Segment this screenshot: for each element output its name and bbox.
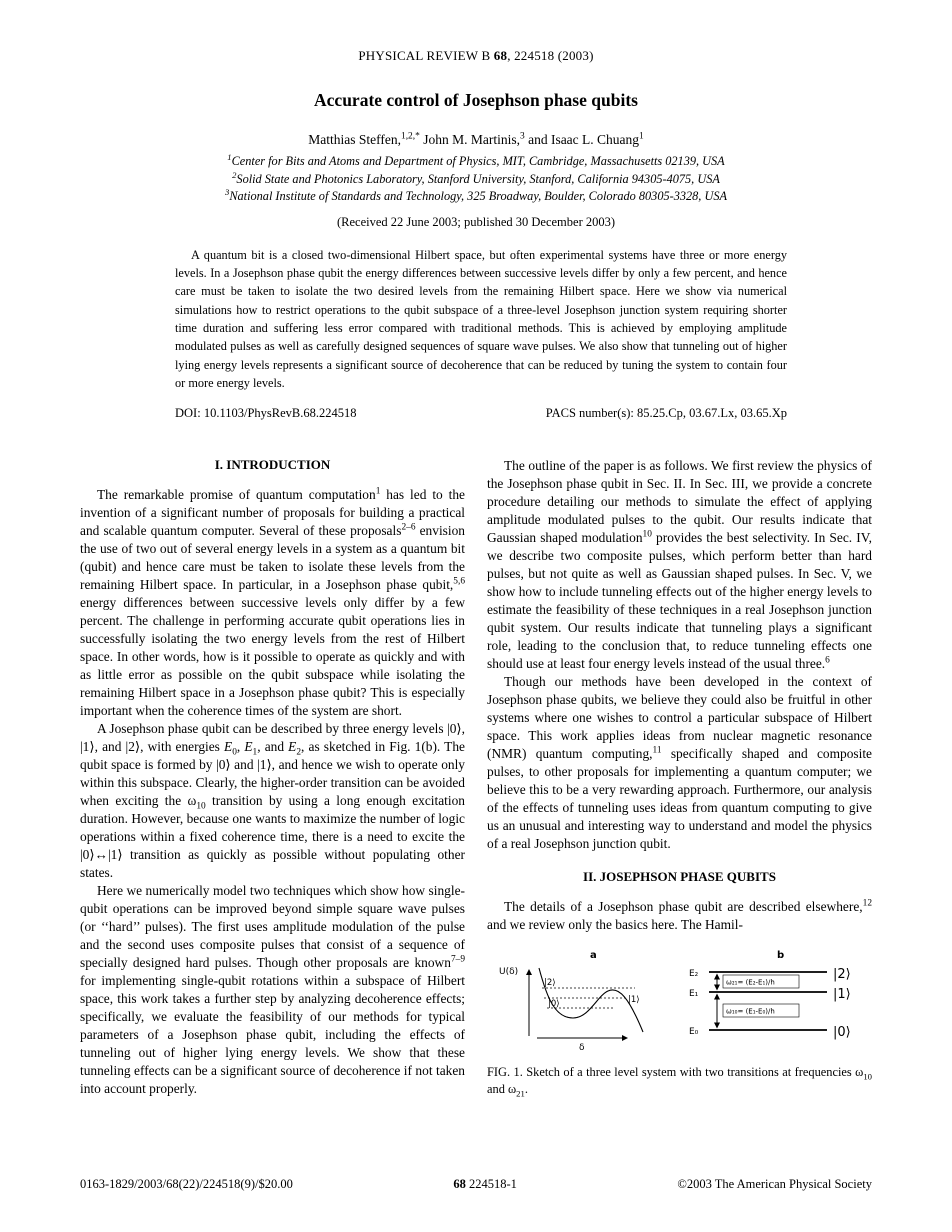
footer-copyright: ©2003 The American Physical Society bbox=[677, 1177, 872, 1191]
ket2-label: |2⟩ bbox=[833, 967, 851, 983]
panel-a-label: a bbox=[590, 950, 597, 962]
e2-label: E₂ bbox=[689, 969, 699, 980]
paragraph-intro-1: The remarkable promise of quantum computation$^1$ has led to the invention of a significant number of proposals for building a practical and scalable quantum computer. Several of these proposals$^{2-6}$ envision the use of two out of several energy levels in a system as a quantum bit (qubit) and hence care must be taken to isolate these levels from the remaining Hilbert space. In particular, in a Josephson phase qubit,$^{5,6}$ energy differences between successive levels only differ by a few percent. The challenge in performing accurate qubit operations lies in successfully isolating the two energy levels from the rest of Hilbert space. In other words, how is it possible to operate as quickly and with as little error as possible on the qubit subspace while isolating the remaining Hilbert space in a Josephson phase qubit? This is especially important when the coherence times of the system are short. bbox=[80, 486, 465, 719]
paragraph-intro-3: Here we numerically model two techniques which show how single-qubit operations can be improved beyond simple square wave pulses (or ‘‘hard’’ pulses). The first uses amplitude modulation of the pulse and the second uses composite pulses that consist of a sequence of specially designed hard pulses. Though other proposals are known$^{7-9}$ for implementing single-qubit rotations within a subspace of Hilbert space, this work takes a further step by analyzing decoherence effects; specifically, we evaluate the feasibility of our methods for typical parameters of a Josephson phase qubit, including the effects of tunneling out of higher lying energy levels. We show that these tunneling effects can be a significant source of decoherence if not taken into account properly. bbox=[80, 883, 465, 1097]
journal-header: PHYSICAL REVIEW B 68, 224518 (2003) bbox=[358, 48, 594, 63]
page-footer bbox=[80, 1177, 872, 1192]
e0-label: E₀ bbox=[689, 1027, 699, 1038]
paper-title: Accurate control of Josephson phase qubits bbox=[314, 90, 638, 110]
affiliation-1: $^1$Center for Bits and Atoms and Department of Physics, MIT, Cambridge, Massachusetts 02139, USA bbox=[227, 151, 725, 168]
paragraph-outline-2: Though our methods have been developed in the context of Josephson phase qubits, we believe they could also be fruitful in other systems where one wishes to control a particular subspace of Hilbert space. This work applies ideas from nuclear magnetic resonance (NMR) quantum computing,$^{11}$ specifically shaped and composite pulses, to other proposals for implementing a quantum computer; we believe this to be a very rewarding approach. Furthermore, our analysis of the effects of tunneling uses ideas from quantum computing to give us an unusual and interesting way to understand and model the physics of a real Josephson junction qubit. bbox=[487, 674, 873, 852]
potential-axis-label: U(δ) bbox=[499, 967, 519, 978]
two-column-body bbox=[80, 457, 872, 1098]
section-heading-introduction: I. INTRODUCTION bbox=[214, 457, 331, 473]
well-ket0-label: |0⟩ bbox=[548, 999, 560, 1010]
panel-b-label: b bbox=[777, 950, 785, 962]
pacs-text: PACS number(s): 85.25.Cp, 03.67.Lx, 03.65.Xp bbox=[545, 406, 787, 421]
footer-page-number: 68 224518-1 bbox=[453, 1177, 517, 1191]
omega21-label: ω₂₁= (E₂-E₁)/h bbox=[726, 978, 775, 987]
e1-label: E₁ bbox=[689, 989, 699, 1000]
section-heading-josephson-qubits: II. JOSEPHSON PHASE QUBITS bbox=[583, 869, 776, 885]
ket0-label: |0⟩ bbox=[833, 1025, 851, 1041]
omega10-label: ω₁₀= (E₁-E₀)/h bbox=[726, 1007, 775, 1016]
footer-issn: 0163-1829/2003/68(22)/224518(9)/$20.00 bbox=[80, 1177, 293, 1191]
left-column bbox=[80, 457, 465, 1098]
figure-1-diagram bbox=[487, 946, 872, 1054]
received-line: (Received 22 June 2003; published 30 December 2003) bbox=[336, 214, 616, 229]
doi-pacs-row bbox=[175, 406, 787, 421]
well-ket2-label: |2⟩ bbox=[544, 978, 556, 989]
right-column bbox=[487, 457, 872, 1098]
ket1-label: |1⟩ bbox=[833, 987, 851, 1003]
well-ket1-label: |1⟩ bbox=[628, 995, 640, 1006]
figure-1-caption: FIG. 1. Sketch of a three level system with two transitions at frequencies $\omega_{10}$ and $\omega_{21}$. bbox=[487, 1065, 872, 1099]
paragraph-outline-1: The outline of the paper is as follows. We first review the physics of the Josephson phase qubit in Sec. II. In Sec. III, we provide a concrete procedure detailing our methods to simulate the effect of applying amplitude modulated pulses to the qubit. Our results indicate that Gaussian shaped modulation$^{10}$ provides the best selectivity. In Sec. IV, we describe two composite pulses, which perform better than hard pulses, but not quite as well as Gaussian shaped pulses. In Sec. V, we show how to include tunneling effects out of the higher energy levels to estimate the feasibility of these techniques in a real Josephson junction qubit system. Our results indicate that tunneling plays a significant role, leading to the conclusion that, to reduce tunneling effects one should use at least four energy levels instead of the usual three.$^6$ bbox=[487, 458, 873, 672]
affiliation-2: $^2$Solid State and Photonics Laboratory, Stanford University, Stanford, California 94305-4075, USA bbox=[232, 169, 720, 186]
author-line: Matthias Steffen,$^{1,2,*}$ John M. Martinis,$^3$ and Isaac L. Chuang$^1$ bbox=[308, 131, 644, 147]
paragraph-qubits-1: The details of a Josephson phase qubit are described elsewhere,$^{12}$ and we review only the basics here. The Hamil- bbox=[487, 898, 872, 933]
affiliations bbox=[80, 153, 872, 206]
abstract: A quantum bit is a closed two-dimensional Hilbert space, but often experimental systems have three or more energy levels. In a Josephson phase qubit the energy differences between successive levels differ by only a few percent, and hence care must be taken to isolate the two desired levels from the remaining Hilbert space. Here we show via numerical simulations how to restrict operations to the qubit subspace of a three-level Josephson junction system requiring shorter time duration and suffering less error compared with traditional methods. This is achieved by employing amplitude modulated pulses as well as carefully designed sequences of square wave pulses. We also show that tunneling out of higher lying energy levels represents a significant source of decoherence that can be reduced by tuning the system to contain four or more energy levels. bbox=[175, 247, 787, 390]
figure-1 bbox=[487, 946, 872, 1098]
affiliation-3: $^3$National Institute of Standards and Technology, 325 Broadway, Boulder, Colorado 80305-3328, USA bbox=[225, 187, 727, 204]
paragraph-intro-2: A Josephson phase qubit can be described by three energy levels |0⟩, |1⟩, and |2⟩, with energies $E_0$, $E_1$, and $E_2$, as sketched in Fig. 1(b). The qubit space is formed by |0⟩ and |1⟩, and hence we wish to operate only within this subspace. Clearly, the higher-order transition can be avoided when exciting the $\omega_{10}$ transition by using a long enough excitation duration. However, because one wants to maximize the number of logic operations within a fixed coherence time, there is a need to excite the |0⟩↔|1⟩ transition as quickly as possible without populating other states. bbox=[80, 721, 466, 881]
delta-axis-label: δ bbox=[579, 1043, 585, 1054]
doi-text: DOI: 10.1103/PhysRevB.68.224518 bbox=[175, 406, 357, 421]
